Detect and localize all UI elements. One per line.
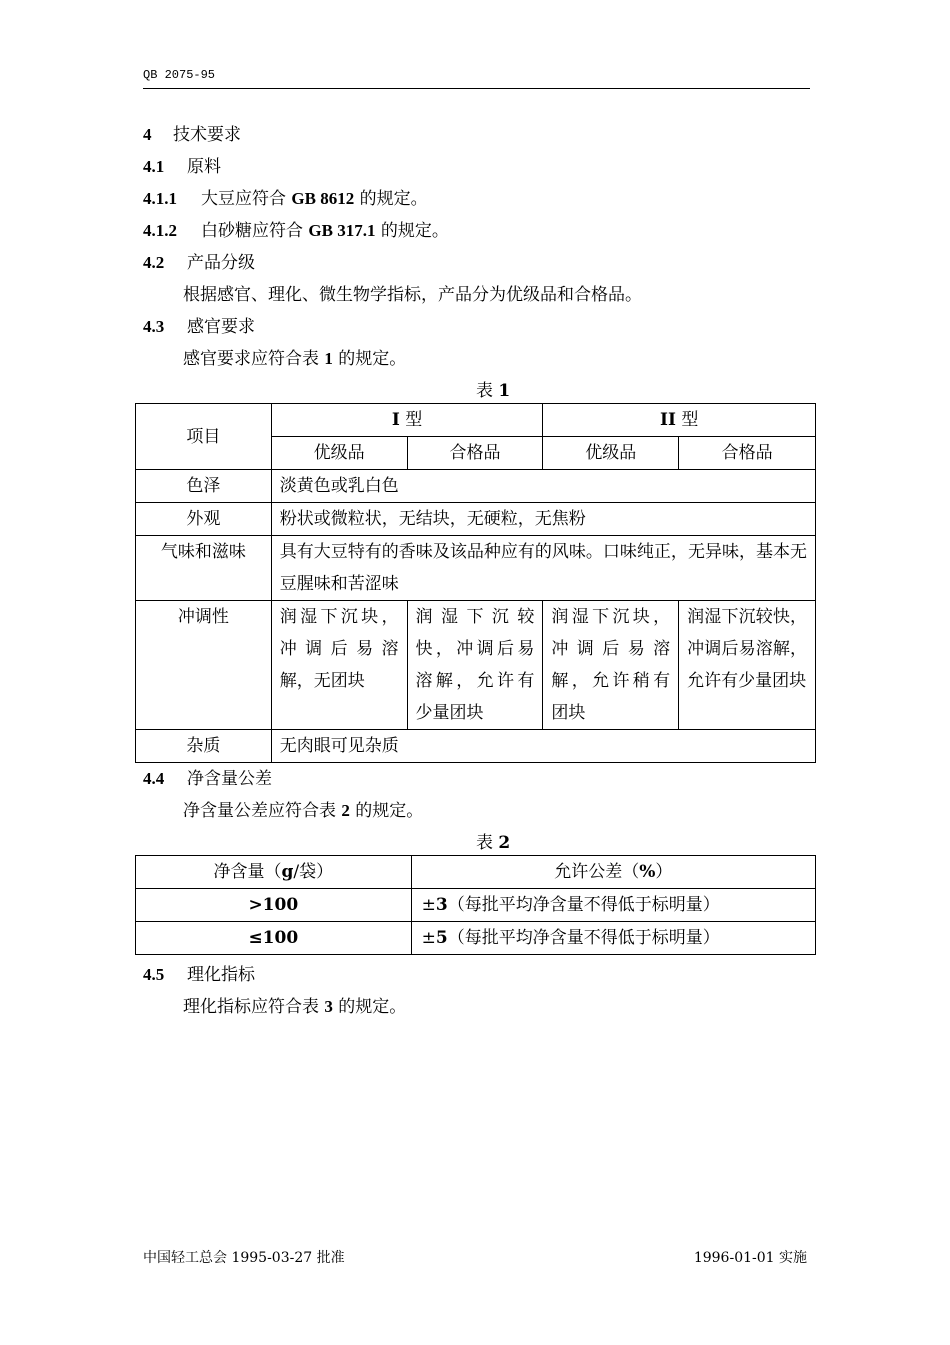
table-1-caption: 表 1: [476, 381, 511, 401]
row-value-color: 淡黄色或乳白色: [271, 470, 815, 503]
section-4-1-1: 4.1.1 大豆应符合 GB 8612 的规定。: [143, 189, 428, 209]
section-4-2: 4.2 产品分级: [143, 253, 255, 273]
section-4-1: 4.1 原料: [143, 157, 221, 177]
table-row: [136, 470, 816, 503]
document-code: QB 2075-95: [143, 68, 216, 82]
tolerance-header: 允许公差（%）: [411, 856, 815, 889]
table-row: [136, 536, 816, 601]
sensory-table: [135, 403, 816, 763]
row-label-brewing: 冲调性: [136, 601, 272, 730]
section-4-5: 4.5 理化指标: [143, 965, 255, 985]
table-2-caption: 表 2: [476, 833, 511, 853]
table-1-header-row: [136, 404, 816, 437]
implementation-footer: 1996-01-01 实施: [693, 1250, 807, 1266]
approval-footer: 中国轻工总会 1995-03-27 批准: [143, 1250, 345, 1266]
section-4-1-2: 4.1.2 白砂糖应符合 GB 317.1 的规定。: [143, 221, 449, 241]
net-content-value: >100: [136, 889, 412, 922]
type-i-header: I 型: [271, 404, 543, 437]
row-value-appearance: 粉状或微粒状，无结块，无硬粒，无焦粉: [271, 503, 815, 536]
table-row: [136, 922, 816, 955]
grade-excellent-i: 优级品: [271, 437, 407, 470]
table-row: [136, 730, 816, 763]
row-label-appearance: 外观: [136, 503, 272, 536]
brewing-ii-qualified: 润湿下沉较快，冲调后易溶解，允许有少量团块: [679, 601, 816, 730]
row-value-impurity: 无肉眼可见杂质: [271, 730, 815, 763]
net-content-table: [135, 855, 816, 955]
header-rule: [143, 88, 810, 89]
section-4: 4 技术要求: [143, 125, 241, 145]
row-value-smell: 具有大豆特有的香味及该品种应有的风味。口味纯正，无异味，基本无豆腥味和苦涩味: [271, 536, 815, 601]
brewing-ii-excellent: 润湿下沉块，冲调后易溶解，允许稍有团块: [543, 601, 679, 730]
grade-qualified-ii: 合格品: [679, 437, 816, 470]
section-4-3-body: 感官要求应符合表 1 的规定。: [183, 349, 407, 369]
section-4-3: 4.3 感官要求: [143, 317, 255, 337]
tolerance-value: ±5（每批平均净含量不得低于标明量）: [411, 922, 815, 955]
section-4-4-body: 净含量公差应符合表 2 的规定。: [183, 801, 424, 821]
grade-qualified-i: 合格品: [407, 437, 543, 470]
tolerance-value: ±3（每批平均净含量不得低于标明量）: [411, 889, 815, 922]
section-4-4: 4.4 净含量公差: [143, 769, 272, 789]
grade-excellent-ii: 优级品: [543, 437, 679, 470]
row-label-impurity: 杂质: [136, 730, 272, 763]
table-row: [136, 601, 816, 730]
net-content-value: ≤100: [136, 922, 412, 955]
section-4-5-body: 理化指标应符合表 3 的规定。: [183, 997, 407, 1017]
brewing-i-qualified: 润湿下沉较快，冲调后易溶解，允许有少量团块: [407, 601, 543, 730]
row-label-color: 色泽: [136, 470, 272, 503]
brewing-i-excellent: 润湿下沉块，冲调后易溶解，无团块: [271, 601, 407, 730]
item-header: 项目: [136, 404, 272, 470]
table-row: [136, 889, 816, 922]
net-content-header: 净含量（g/袋）: [136, 856, 412, 889]
type-ii-header: II 型: [543, 404, 816, 437]
table-2-header-row: [136, 856, 816, 889]
row-label-smell: 气味和滋味: [136, 536, 272, 601]
table-row: [136, 503, 816, 536]
section-4-2-body: 根据感官、理化、微生物学指标，产品分为优级品和合格品。: [183, 285, 642, 305]
